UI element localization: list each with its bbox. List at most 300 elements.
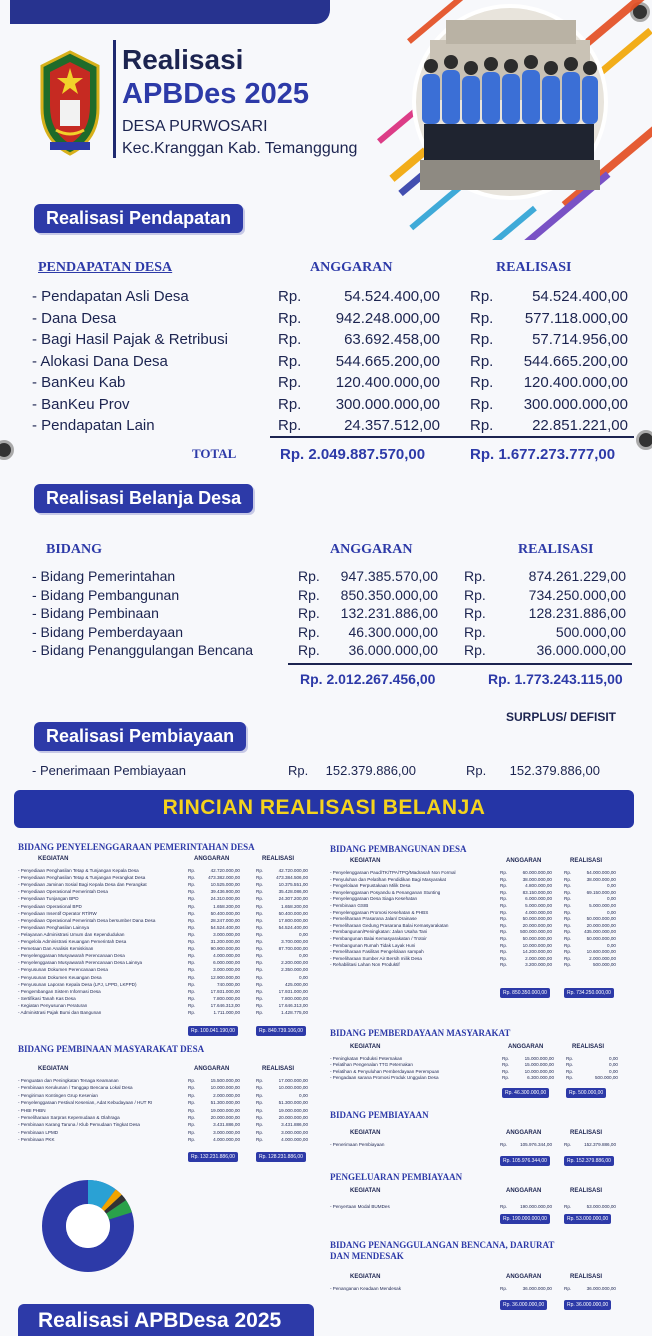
belanja-anggaran: 947.385.570,00 xyxy=(340,568,438,584)
rincian-realisasi: 20.000.000,00 xyxy=(278,1115,308,1120)
rincian-total-realisasi: Rp. 36.000.000,00 xyxy=(564,1300,611,1310)
currency-label: Rp. xyxy=(256,988,264,994)
currency-label: Rp. xyxy=(188,875,196,881)
currency-label: Rp. xyxy=(564,936,572,941)
currency-label: Rp. xyxy=(566,1075,574,1081)
col-kegiatan: KEGIATAN xyxy=(38,856,69,862)
rincian-anggaran: 20.000.000,00 xyxy=(210,1115,240,1120)
rincian-anggaran: 1.658.200,00 xyxy=(213,903,240,909)
rincian-row xyxy=(330,956,630,962)
rincian-realisasi: 87.700.000,00 xyxy=(278,946,308,952)
currency-label: Rp. xyxy=(566,1056,574,1061)
rincian-kegiatan: - Penyediaan Penghasilan Lainnya xyxy=(18,924,90,930)
rincian-kegiatan: - Pembangunan Rumah Tidak Layak Huni xyxy=(330,942,416,948)
currency-label: Rp. xyxy=(188,1122,196,1128)
rincian-anggaran: 500.000.000,00 xyxy=(520,929,552,935)
header-divider xyxy=(113,40,116,158)
rincian-anggaran: 60.000.000,00 xyxy=(522,870,552,875)
rincian-pemerintahan-title: BIDANG PENYELENGGARAAN PEMERINTAHAN DESA xyxy=(18,842,255,852)
currency-label: Rp. xyxy=(288,763,309,778)
currency-label: Rp. xyxy=(564,889,572,895)
rincian-anggaran: 6.300.000,00 xyxy=(527,1075,554,1081)
currency-label: Rp. xyxy=(564,896,572,902)
currency-label: Rp. xyxy=(188,1137,196,1143)
pendapatan-anggaran: 24.357.512,00 xyxy=(344,417,440,434)
rincian-anggaran: 20.000.000,00 xyxy=(522,922,552,928)
rincian-realisasi: 50.000.000,00 xyxy=(586,936,616,941)
rincian-total-anggaran: Rp. 190.000.000,00 xyxy=(500,1214,550,1224)
rincian-row xyxy=(330,916,630,922)
rincian-row xyxy=(330,903,630,909)
belanja-realisasi: 36.000.000,00 xyxy=(536,642,626,658)
currency-label: Rp. xyxy=(256,946,264,952)
rincian-row xyxy=(330,1062,630,1068)
rincian-row xyxy=(330,923,630,929)
rincian-kegiatan: - Penyelenggaraan Festival Kesenian, Adat Kebudayaan / HUT RI xyxy=(18,1100,153,1106)
rincian-row xyxy=(18,1108,310,1114)
col-anggaran: ANGGARAN xyxy=(194,1066,230,1072)
rincian-row xyxy=(18,1010,310,1016)
rincian-kegiatan: - Pembinaan PKK xyxy=(18,1137,55,1143)
rincian-row xyxy=(18,1093,310,1099)
col-pendapatan-desa: PENDAPATAN DESA xyxy=(38,260,173,275)
currency-label: Rp. xyxy=(464,623,486,640)
currency-label: Rp. xyxy=(188,868,196,873)
col-realisasi-belanja: REALISASI xyxy=(518,542,594,557)
rincian-realisasi: 42.720.000,00 xyxy=(278,868,308,873)
currency-label: Rp. xyxy=(564,1204,572,1209)
rincian-anggaran: 19.000.000,00 xyxy=(210,1107,240,1113)
currency-label: Rp. xyxy=(256,896,264,902)
pendapatan-anggaran: 120.400.000,00 xyxy=(335,374,440,391)
rincian-realisasi: 10.375.551,00 xyxy=(278,882,308,888)
rincian-realisasi: 0,00 xyxy=(609,1068,618,1074)
currency-label: Rp. xyxy=(564,876,572,882)
currency-label: Rp. xyxy=(188,896,196,902)
col-anggaran: ANGGARAN xyxy=(506,1130,542,1136)
rincian-kegiatan: - Penyediaan Penghasilan Tetap & Tunjangan Perangkat Desa xyxy=(18,875,146,881)
currency-label: Rp. xyxy=(500,929,508,935)
rincian-anggaran: 4.800.000,00 xyxy=(525,883,552,889)
currency-label: Rp. xyxy=(500,955,508,961)
col-anggaran: ANGGARAN xyxy=(508,1044,544,1050)
desa-name: DESA PURWOSARI xyxy=(122,118,268,135)
rincian-row xyxy=(18,889,310,895)
rincian-kegiatan: - Pengelola Administrasi Keuangan Pemerintah Desa xyxy=(18,939,127,944)
rincian-anggaran: 15.500.000,00 xyxy=(210,1078,240,1083)
rincian-anggaran: 3.200.000,00 xyxy=(525,962,552,968)
pembiayaan-anggaran: 152.379.886,00 xyxy=(325,763,416,778)
currency-label: Rp. xyxy=(256,889,264,895)
rincian-realisasi: 152.379.886,00 xyxy=(584,1142,616,1147)
currency-label: Rp. xyxy=(502,1075,510,1081)
pendapatan-row xyxy=(0,331,652,352)
currency-label: Rp. xyxy=(564,922,572,928)
col-kegiatan: KEGIATAN xyxy=(350,1274,381,1280)
rincian-row xyxy=(330,1286,630,1292)
belanja-anggaran: 46.300.000,00 xyxy=(348,623,438,640)
rincian-row xyxy=(330,890,630,896)
rincian-kegiatan: - Pelatihan & Penyuluhan Pemberdayaan Perempuan xyxy=(330,1068,440,1074)
belanja-anggaran: 850.350.000,00 xyxy=(340,586,438,603)
rincian-realisasi: 0,00 xyxy=(607,883,616,889)
pendapatan-name: - BanKeu Kab xyxy=(32,374,126,391)
currency-label: Rp. xyxy=(188,995,196,1001)
rincian-anggaran: 5.000.000,00 xyxy=(525,903,552,908)
rincian-row xyxy=(330,910,630,916)
rincian-row xyxy=(18,967,310,973)
col-realisasi: REALISASI xyxy=(570,1274,603,1280)
pendapatan-row xyxy=(0,353,652,374)
rincian-realisasi: 24.307.200,00 xyxy=(278,896,308,902)
rincian-row xyxy=(18,1115,310,1121)
currency-label: Rp. xyxy=(500,889,508,895)
rincian-anggaran: 740.000,00 xyxy=(217,981,240,987)
col-realisasi: REALISASI xyxy=(262,1066,295,1072)
rincian-anggaran: 31.200.000,00 xyxy=(210,939,240,944)
rincian-kegiatan: - Penyusunan Dokumen Keuangan Desa xyxy=(18,974,102,980)
rincian-kegiatan: - Sertifikasi Tanah Kas Desa xyxy=(18,995,76,1001)
regency-emblem-icon xyxy=(36,48,104,158)
currency-label: Rp. xyxy=(256,868,264,873)
rincian-realisasi: 35.428.086,00 xyxy=(278,889,308,895)
rincian-anggaran: 10.000.000,00 xyxy=(210,1085,240,1091)
currency-label: Rp. xyxy=(464,605,486,621)
rincian-realisasi: 3.000.000,00 xyxy=(281,1129,308,1135)
currency-label: Rp. xyxy=(278,395,302,413)
rincian-anggaran: 4.000.000,00 xyxy=(525,909,552,915)
rincian-anggaran: 1.711.000,00 xyxy=(213,1010,240,1015)
rincian-row xyxy=(18,989,310,995)
currency-label: Rp. xyxy=(500,949,508,955)
currency-label: Rp. xyxy=(256,939,264,944)
currency-label: Rp. xyxy=(298,586,320,603)
rincian-row xyxy=(330,870,630,876)
rincian-row xyxy=(330,1204,630,1210)
currency-label: Rp. xyxy=(256,953,264,959)
pendapatan-row xyxy=(0,417,652,438)
pendapatan-name: - Alokasi Dana Desa xyxy=(32,352,168,370)
rincian-realisasi: 0,00 xyxy=(609,1062,618,1068)
rincian-anggaran: 2.000.000,00 xyxy=(213,1092,240,1098)
rincian-anggaran: 50.000.000,00 xyxy=(522,936,552,941)
pendapatan-realisasi: 120.400.000,00 xyxy=(523,374,628,391)
rincian-pengeluaran-title: PENGELUARAN PEMBIAYAAN xyxy=(330,1172,463,1182)
currency-label: Rp. xyxy=(188,917,196,923)
pendapatan-total-rule xyxy=(270,436,634,438)
rincian-total-anggaran: Rp. 36.000.000,00 xyxy=(500,1300,547,1310)
rincian-kegiatan: - Pelayanan Administrasi Umum dan Kependudukan xyxy=(18,931,125,937)
col-realisasi: REALISASI xyxy=(496,260,572,275)
pendapatan-realisasi: 57.714.956,00 xyxy=(532,331,628,348)
currency-label: Rp. xyxy=(188,1002,196,1008)
rincian-realisasi: 69.150.000,00 xyxy=(586,889,616,895)
rincian-total-anggaran: Rp. 46.300.000,00 xyxy=(502,1088,549,1098)
rincian-kegiatan: - Penyelenggaraan Musyawarah Perencanaan Desa Lainnya xyxy=(18,960,143,966)
currency-label: Rp. xyxy=(188,1010,196,1015)
pendapatan-realisasi: 577.118.000,00 xyxy=(524,309,628,327)
currency-label: Rp. xyxy=(502,1056,510,1061)
rincian-kegiatan: - Rehabilitasi Lahan Non Produktif xyxy=(330,962,400,968)
currency-label: Rp. xyxy=(188,960,196,966)
rincian-realisasi: 500.000,00 xyxy=(593,962,616,968)
currency-label: Rp. xyxy=(500,922,508,928)
rincian-bencana-title-2: DAN MENDESAK xyxy=(330,1251,404,1261)
rincian-kegiatan: - Pemeliharaan Sarpras Kepemudaan & Olahraga xyxy=(18,1115,120,1120)
rincian-row xyxy=(330,896,630,902)
currency-label: Rp. xyxy=(188,967,196,973)
col-anggaran: ANGGARAN xyxy=(506,1274,542,1280)
currency-label: Rp. xyxy=(188,953,196,959)
belanja-donut-chart xyxy=(42,1180,134,1272)
currency-label: Rp. xyxy=(256,974,264,980)
rincian-realisasi: 425.000,00 xyxy=(285,981,308,987)
rincian-anggaran: 50.000.000,00 xyxy=(522,916,552,922)
rincian-realisasi: 0,00 xyxy=(299,974,308,980)
currency-label: Rp. xyxy=(564,949,572,955)
top-strip xyxy=(10,0,330,24)
rincian-anggaran: 90.900.000,00 xyxy=(210,946,240,952)
col-kegiatan: KEGIATAN xyxy=(350,1044,381,1050)
currency-label: Rp. xyxy=(188,1129,196,1135)
rincian-row xyxy=(18,1003,310,1009)
rincian-kegiatan: - Penyelenggaraan Paud/TK/TPA/TPQ/Madrasah Non Formal xyxy=(330,870,456,875)
rincian-anggaran: 15.000.000,00 xyxy=(524,1056,554,1061)
rincian-row xyxy=(18,911,310,917)
belanja-anggaran: 132.231.886,00 xyxy=(340,605,438,621)
currency-label: Rp. xyxy=(470,288,494,305)
rincian-realisasi: 19.000.000,00 xyxy=(278,1107,308,1113)
rincian-row xyxy=(18,882,310,888)
rincian-anggaran: 4.000.000,00 xyxy=(213,1137,240,1143)
currency-label: Rp. xyxy=(500,909,508,915)
pendapatan-anggaran: 544.665.200,00 xyxy=(335,352,440,370)
rincian-anggaran: 3.000.000,00 xyxy=(213,1129,240,1135)
rincian-realisasi: 54.524.400,00 xyxy=(278,924,308,930)
currency-label: Rp. xyxy=(188,939,196,944)
col-bidang: BIDANG xyxy=(46,542,103,557)
rincian-anggaran: 38.000.000,00 xyxy=(522,876,552,882)
currency-label: Rp. xyxy=(566,1062,574,1068)
currency-label: Rp. xyxy=(278,417,302,434)
currency-label: Rp. xyxy=(256,1002,264,1008)
currency-label: Rp. xyxy=(256,967,264,973)
section-pendapatan-label: Realisasi Pendapatan xyxy=(34,204,243,233)
rincian-row xyxy=(330,1142,630,1148)
rincian-total-realisasi: Rp. 152.379.886,00 xyxy=(564,1156,614,1166)
currency-label: Rp. xyxy=(256,910,264,916)
rincian-kegiatan: - Penyediaan Jaminan Sosial Bagi Kepala Desa dan Perangkat xyxy=(18,882,147,888)
belanja-name: - Bidang Pembinaan xyxy=(32,605,159,621)
total-anggaran-belanja: Rp. 2.012.267.456,00 xyxy=(300,671,436,687)
rincian-row xyxy=(18,1130,310,1136)
currency-label: Rp. xyxy=(188,974,196,980)
rincian-kegiatan: - Pengadaan sarana Promosi Produk Unggulan Desa xyxy=(330,1075,439,1081)
rincian-realisasi: 2.350.000,00 xyxy=(281,967,308,973)
rincian-kegiatan: - Penyelenggaraan Desa Siaga Kesehatan xyxy=(330,896,418,902)
rincian-anggaran: 3.000.000,00 xyxy=(213,967,240,973)
col-realisasi: REALISASI xyxy=(262,856,295,862)
rincian-kegiatan: - Penyuluhan dan Pelatihan Pendidikan Bagi Masyarakat xyxy=(330,876,446,882)
rincian-kegiatan: - Pemeliharaan Gedung Prasarana Balai Kemasyarakatan xyxy=(330,922,449,928)
belanja-total-rule xyxy=(288,663,632,665)
rincian-anggaran: 51.300.000,00 xyxy=(210,1100,240,1106)
rincian-bencana-title: BIDANG PENANGGULANGAN BENCANA, DARURAT xyxy=(330,1240,555,1250)
currency-label: Rp. xyxy=(470,417,494,434)
currency-label: Rp. xyxy=(500,883,508,889)
currency-label: Rp. xyxy=(500,1142,508,1147)
currency-label: Rp. xyxy=(298,568,320,584)
col-realisasi: REALISASI xyxy=(572,1044,605,1050)
rincian-kegiatan: - Pembangunan/Peningkatan: Jalan Usaha Tani xyxy=(330,929,428,935)
belanja-anggaran: 36.000.000,00 xyxy=(348,642,438,658)
belanja-realisasi: 734.250.000,00 xyxy=(528,586,626,603)
rincian-realisasi: 17.646.313,00 xyxy=(278,1002,308,1008)
total-realisasi-pendapatan: Rp. 1.677.273.777,00 xyxy=(470,446,616,463)
currency-label: Rp. xyxy=(500,942,508,948)
currency-label: Rp. xyxy=(256,1137,264,1143)
rincian-anggaran: 42.720.000,00 xyxy=(210,868,240,873)
rincian-kegiatan: - Pengelolaan Perpustakaan Milik Desa xyxy=(330,883,411,889)
rincian-realisasi: 500.000,00 xyxy=(595,1075,618,1081)
kecamatan-name: Kec.Kranggan Kab. Temanggung xyxy=(122,140,358,157)
rincian-row xyxy=(18,932,310,938)
rincian-row xyxy=(330,877,630,883)
col-anggaran: ANGGARAN xyxy=(506,858,542,864)
footer-label xyxy=(18,1304,314,1336)
pendapatan-realisasi: 22.851.221,00 xyxy=(532,417,628,434)
rincian-realisasi: 10.000.000,00 xyxy=(278,1085,308,1091)
currency-label: Rp. xyxy=(470,331,494,348)
rincian-kegiatan: - Penyelenggaraan Musyawarah Perencanaan Desa xyxy=(18,953,125,959)
currency-label: Rp. xyxy=(278,374,302,391)
rincian-realisasi: 0,00 xyxy=(299,931,308,937)
currency-label: Rp. xyxy=(470,352,494,370)
rincian-realisasi: 4.000.000,00 xyxy=(281,1137,308,1143)
currency-label: Rp. xyxy=(500,870,508,875)
rincian-total-anggaran: Rp. 105.976.344,00 xyxy=(500,1156,550,1166)
rincian-anggaran: 39.436.900,00 xyxy=(210,889,240,895)
rincian-anggaran: 3.431.886,00 xyxy=(213,1122,240,1128)
rincian-kegiatan: - Penyediaan Operasional Pemerintah Desa bersumber Dana Desa xyxy=(18,917,156,923)
currency-label: Rp. xyxy=(564,942,572,948)
currency-label: Rp. xyxy=(564,909,572,915)
rincian-kegiatan: - Kegiatan Penyusunan Peraturan xyxy=(18,1002,88,1008)
rincian-kegiatan: - Penyertaan Modal BUMDes xyxy=(330,1204,390,1209)
section-belanja-label: Realisasi Belanja Desa xyxy=(34,484,253,513)
currency-label: Rp. xyxy=(564,916,572,922)
rincian-row xyxy=(330,929,630,935)
rincian-row xyxy=(18,982,310,988)
rincian-anggaran: 15.000.000,00 xyxy=(524,1062,554,1068)
currency-label: Rp. xyxy=(500,916,508,922)
currency-label: Rp. xyxy=(298,605,320,621)
rincian-realisasi: 54.000.000,00 xyxy=(586,870,616,875)
belanja-realisasi: 874.261.229,00 xyxy=(528,568,626,584)
currency-label: Rp. xyxy=(188,882,196,888)
rincian-kegiatan: - Penyediaan Insentif Operator RT/RW xyxy=(18,910,97,916)
currency-label: Rp. xyxy=(256,1092,264,1098)
pembiayaan-row-name: - Penerimaan Pembiayaan xyxy=(32,763,186,778)
rincian-realisasi: 0,00 xyxy=(299,953,308,959)
currency-label: Rp. xyxy=(500,903,508,908)
currency-label: Rp. xyxy=(278,288,302,305)
rincian-anggaran: 190.000.000,00 xyxy=(520,1204,552,1209)
rincian-realisasi: 0,00 xyxy=(607,942,616,948)
rincian-realisasi: 473.384.506,00 xyxy=(276,875,308,881)
belanja-realisasi: 500.000,00 xyxy=(555,623,626,640)
currency-label: Rp. xyxy=(500,1204,508,1209)
currency-label: Rp. xyxy=(564,903,572,908)
currency-label: Rp. xyxy=(500,1286,508,1291)
belanja-realisasi: 128.231.886,00 xyxy=(528,605,626,621)
pendapatan-anggaran: 942.248.000,00 xyxy=(335,309,440,327)
pendapatan-name: - Pendapatan Lain xyxy=(32,417,155,434)
rincian-pembinaan-title: BIDANG PEMBINAAN MASYARAKAT DESA xyxy=(18,1044,205,1054)
belanja-name: - Bidang Pemerintahan xyxy=(32,568,176,584)
rincian-kegiatan: - Penerimaan Pembiayaan xyxy=(330,1142,385,1147)
rincian-kegiatan: - Administrasi Pajak Bumi dan Bangunan xyxy=(18,1010,102,1015)
currency-label: Rp. xyxy=(298,623,320,640)
rincian-total-anggaran: Rp. 850.350.000,00 xyxy=(500,988,550,998)
rincian-realisasi: 50.000.000,00 xyxy=(586,916,616,922)
rincian-anggaran: 7.800.000,00 xyxy=(213,995,240,1001)
rincian-anggaran: 3.000.000,00 xyxy=(213,931,240,937)
rincian-pembiayaan-title: BIDANG PEMBIAYAAN xyxy=(330,1110,429,1120)
rincian-row xyxy=(18,868,310,874)
rincian-realisasi: 10.600.000,00 xyxy=(586,949,616,955)
total-realisasi-belanja: Rp. 1.773.243.115,00 xyxy=(488,671,623,687)
rincian-anggaran: 2.000.000,00 xyxy=(525,955,552,961)
currency-label: Rp. xyxy=(256,981,264,987)
pendapatan-row xyxy=(0,288,652,309)
footer-label-text: Realisasi APBDesa 2025 xyxy=(38,1309,282,1332)
col-kegiatan: KEGIATAN xyxy=(350,1130,381,1136)
rincian-row xyxy=(18,1078,310,1084)
rincian-kegiatan: - Penyediaan Tunjangan BPD xyxy=(18,896,79,902)
pendapatan-realisasi: 300.000.000,00 xyxy=(523,395,628,413)
pendapatan-row xyxy=(0,374,652,395)
rincian-anggaran: 6.000.000,00 xyxy=(213,960,240,966)
currency-label: Rp. xyxy=(188,988,196,994)
rincian-kegiatan: - Pembangunan Balai Kemasyarakatan / Trotoir xyxy=(330,936,427,941)
col-realisasi: REALISASI xyxy=(570,1130,603,1136)
currency-label: Rp. xyxy=(564,883,572,889)
currency-label: Rp. xyxy=(256,1085,264,1091)
currency-label: Rp. xyxy=(188,889,196,895)
rincian-anggaran: 17.931.000,00 xyxy=(210,988,240,994)
currency-label: Rp. xyxy=(256,1078,264,1083)
currency-label: Rp. xyxy=(278,309,302,327)
currency-label: Rp. xyxy=(188,1115,196,1120)
total-anggaran-pendapatan: Rp. 2.049.887.570,00 xyxy=(280,446,426,463)
rincian-row xyxy=(330,936,630,942)
rincian-kegiatan: - Penyediaan Operasional Pemerintah Desa xyxy=(18,889,108,895)
rincian-kegiatan: - Pembinaan GSIB xyxy=(330,903,369,908)
rincian-row xyxy=(18,875,310,881)
rincian-anggaran: 50.400.000,00 xyxy=(210,910,240,916)
rincian-total-anggaran: Rp. 132.231.886,00 xyxy=(188,1152,238,1162)
belanja-name: - Bidang Pembangunan xyxy=(32,586,180,603)
pendapatan-name: - BanKeu Prov xyxy=(32,395,130,413)
pendapatan-realisasi: 54.524.400,00 xyxy=(532,288,628,305)
rincian-row xyxy=(18,896,310,902)
group-photo xyxy=(360,0,652,240)
pembiayaan-realisasi: 152.379.886,00 xyxy=(509,763,600,778)
rincian-row xyxy=(330,949,630,955)
surplus-defisit-label: SURPLUS/ DEFISIT xyxy=(506,710,617,724)
rincian-realisasi: 53.000.000,00 xyxy=(586,1204,616,1209)
